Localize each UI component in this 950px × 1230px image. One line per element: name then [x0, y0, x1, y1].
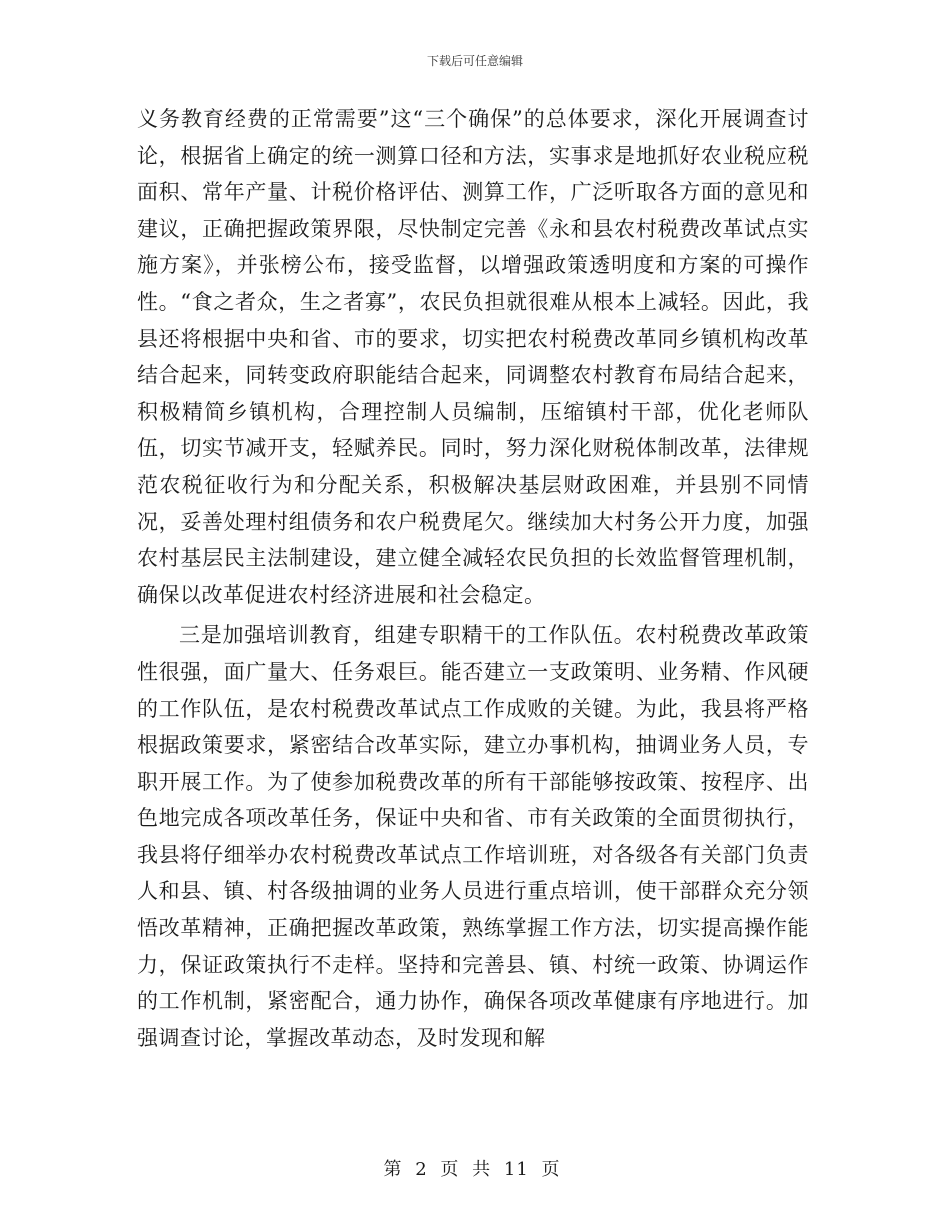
paragraph-training: 三是加强培训教育，组建专职精干的工作队伍。农村税费改革政策性很强，面广量大、任务艰巨。能否建立一支政策明、业务精、作风硬的工作队伍，是农村税费改革试点工作成败的关键。为此，我县将严格根据政策要求，紧密结合改革实际，建立办事机构，抽调业务人员，专职开展工作。为了使参加税费改革的所有干部能够按政策、按程序、出色地完成各项改革任务，保证中央和省、市有关政策的全面贯彻执行，我县将仔细举办农村税费改革试点工作培训班，对各级各有关部门负责人和县、镇、村各级抽调的业务人员进行重点培训，使干部群众充分领悟改革精神，正确把握改革政策，熟练掌握工作方法，切实提高操作能力，保证政策执行不走样。坚持和完善县、镇、村统一政策、协调运作的工作机制，紧密配合，通力协作，确保各项改革健康有序地进行。加强调查讨论，掌握改革动态，及时发现和解 [137, 623, 809, 1050]
footer-current-page: 2 [415, 1159, 428, 1180]
body-text [137, 101, 809, 1056]
paragraph-continued: 义务教育经费的正常需要”这“三个确保”的总体要求，深化开展调查讨论，根据省上确定的统一测算口径和方法，实事求是地抓好农业税应税面积、常年产量、计税价格评估、测算工作，广泛听取各方面的意见和建议，正确把握政策界限，尽快制定完善《永和县农村税费改革试点实施方案》，并张榜公布，接受监督，以增强政策透明度和方案的可操作性。“食之者众，生之者寡”，农民负担就很难从根本上减轻。因此，我县还将根据中央和省、市的要求，切实把农村税费改革同乡镇机构改革结合起来，同转变政府职能结合起来，同调整农村教育布局结合起来，积极精简乡镇机构，合理控制人员编制，压缩镇村干部，优化老师队伍，切实节减开支，轻赋养民。同时，努力深化财税体制改革，法律规范农税征收行为和分配关系，积极解决基层财政困难，并县别不同情况，妥善处理村组债务和农户税费尾欠。继续加大村务公开力度，加强农村基层民主法制建设，建立健全减轻农民负担的长效监督管理机制，确保以改革促进农村经济进展和社会稳定。 [137, 107, 809, 607]
header-note: 下载后可任意编辑 [426, 54, 523, 68]
footer-label-unit-end: 页 [541, 1159, 561, 1180]
footer-label-unit: 页 [440, 1159, 460, 1180]
page-footer [0, 1155, 950, 1181]
footer-total-pages: 11 [503, 1159, 529, 1180]
footer-label-total: 共 [472, 1159, 492, 1180]
footer-label-page: 第 [383, 1159, 403, 1180]
